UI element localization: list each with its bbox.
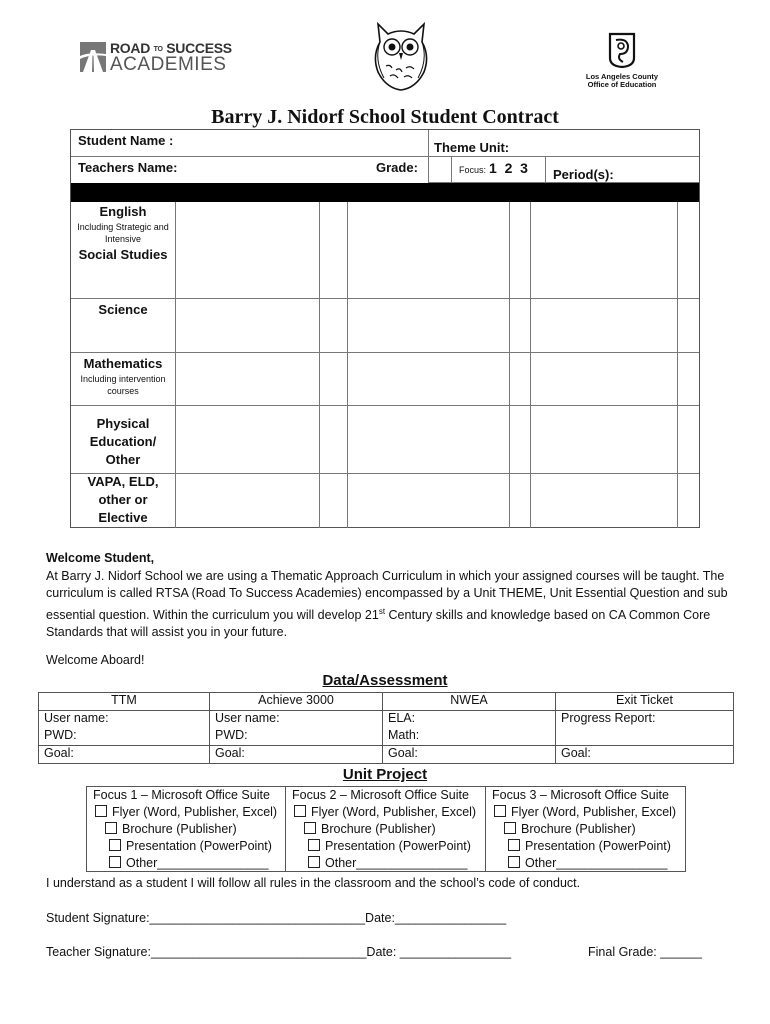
focus-2-box — [285, 786, 486, 872]
checkbox-icon[interactable] — [508, 839, 520, 851]
ttm-pwd[interactable]: PWD: — [39, 728, 210, 746]
lacoe-line1: Los Angeles County — [585, 72, 659, 81]
rts-to-text: TO — [153, 45, 163, 53]
owl-icon — [370, 20, 432, 92]
checkbox-icon[interactable] — [294, 805, 306, 817]
focus-2-heading: Focus 2 – Microsoft Office Suite — [292, 788, 469, 802]
welcome-aboard: Welcome Aboard! — [46, 653, 145, 667]
checkbox-icon[interactable] — [308, 839, 320, 851]
checkbox-icon[interactable] — [508, 856, 520, 868]
checkbox-icon[interactable] — [109, 839, 121, 851]
student-name-field[interactable]: Student Name : — [78, 133, 174, 148]
county-seal-icon — [607, 32, 637, 68]
checkbox-icon[interactable] — [95, 805, 107, 817]
focus-1-heading: Focus 1 – Microsoft Office Suite — [93, 788, 270, 802]
focus-1-box — [86, 786, 286, 872]
focus-3-other[interactable]: Other________________ — [492, 855, 679, 872]
focus-2-brochure[interactable]: Brochure (Publisher) — [292, 821, 479, 838]
nwea-ela[interactable]: ELA: — [383, 711, 556, 729]
exit-blank[interactable] — [556, 728, 734, 746]
subject-english: English Including Strategic and Intensive — [71, 203, 175, 245]
focus-1-other[interactable]: Other________________ — [93, 855, 279, 872]
achieve-username[interactable]: User name: — [210, 711, 383, 729]
theme-unit-field[interactable]: Theme Unit: — [434, 140, 510, 155]
focus-1-brochure[interactable]: Brochure (Publisher) — [93, 821, 279, 838]
final-grade-field[interactable]: Final Grade: ______ — [588, 945, 702, 959]
subject-social-studies: Social Studies — [78, 247, 168, 262]
periods-field[interactable]: Period(s): — [553, 167, 614, 182]
focus-1-presentation[interactable]: Presentation (PowerPoint) — [93, 838, 279, 855]
focus-2-flyer[interactable]: Flyer (Word, Publisher, Excel) — [292, 804, 479, 821]
focus-3-presentation[interactable]: Presentation (PowerPoint) — [492, 838, 679, 855]
subject-vapa-elective: VAPA, ELD, other or Elective — [87, 474, 159, 525]
welcome-sup: st — [378, 606, 386, 616]
teachers-name-field[interactable]: Teachers Name: — [78, 160, 178, 175]
data-assessment-title: Data/Assessment — [322, 672, 448, 689]
subject-science: Science — [98, 302, 148, 317]
checkbox-icon[interactable] — [494, 805, 506, 817]
table-row — [39, 711, 734, 729]
welcome-paragraph-end: Century skills and knowledge based on CA Common Core Standards that will assist you in your future. — [46, 607, 711, 640]
rts-road-text: ROAD — [110, 40, 151, 56]
exit-progress-report[interactable]: Progress Report: — [556, 711, 734, 729]
nwea-math[interactable]: Math: — [383, 728, 556, 746]
subject-english-note: Including Strategic and Intensive — [77, 222, 169, 244]
focus-1-flyer[interactable]: Flyer (Word, Publisher, Excel) — [93, 804, 279, 821]
code-of-conduct-statement: I understand as a student I will follow all rules in the classroom and the school’s code of conduct. — [46, 876, 581, 890]
ttm-username[interactable]: User name: — [39, 711, 210, 729]
rts-success-text: SUCCESS — [166, 40, 232, 56]
achieve-pwd[interactable]: PWD: — [210, 728, 383, 746]
header-achieve-3000: Achieve 3000 — [210, 693, 383, 711]
focus-2-other[interactable]: Other________________ — [292, 855, 479, 872]
header-exit-ticket: Exit Ticket — [556, 693, 734, 711]
grade-field[interactable]: Grade: — [376, 160, 418, 175]
header-divider-bar — [71, 183, 699, 202]
focus-3-heading: Focus 3 – Microsoft Office Suite — [492, 788, 669, 802]
checkbox-icon[interactable] — [304, 822, 316, 834]
teacher-signature-line[interactable]: Teacher Signature:_______________________________Date: ________________ — [46, 945, 512, 959]
nwea-goal[interactable]: Goal: — [383, 746, 556, 764]
road-to-success-logo — [80, 40, 230, 76]
welcome-paragraph: At Barry J. Nidorf School we are using a Thematic Approach Curriculum in which your assigned courses will be taught. The curriculum is called RTSA (Road To Success Academies) encompassed by a Unit THEME, Unit Essential Question and sub essential question. Within the curriculum you will develop 21 — [46, 568, 728, 622]
student-signature-line[interactable]: Student Signature:_______________________________Date:________________ — [46, 911, 507, 925]
rts-academies-text: ACADEMIES — [110, 54, 227, 75]
lacoe-logo — [584, 32, 660, 92]
subject-math-note: Including intervention courses — [80, 374, 166, 396]
ttm-goal[interactable]: Goal: — [39, 746, 210, 764]
checkbox-icon[interactable] — [504, 822, 516, 834]
checkbox-icon[interactable] — [308, 856, 320, 868]
focus-3-box — [485, 786, 686, 872]
header-nwea: NWEA — [383, 693, 556, 711]
focus-options[interactable]: 1 2 3 — [489, 160, 528, 176]
student-contract-table — [70, 129, 700, 528]
welcome-message — [46, 550, 736, 642]
achieve-goal[interactable]: Goal: — [210, 746, 383, 764]
table-header-row — [39, 693, 734, 711]
road-icon — [80, 42, 106, 72]
unit-project-title: Unit Project — [342, 766, 428, 783]
lacoe-line2: Office of Education — [587, 80, 657, 89]
checkbox-icon[interactable] — [105, 822, 117, 834]
data-assessment-table — [38, 692, 734, 764]
header-ttm: TTM — [39, 693, 210, 711]
subject-mathematics: Mathematics Including intervention courses — [71, 355, 175, 397]
focus-3-flyer[interactable]: Flyer (Word, Publisher, Excel) — [492, 804, 679, 821]
welcome-heading: Welcome Student, — [46, 551, 155, 565]
table-row — [39, 728, 734, 746]
focus-3-brochure[interactable]: Brochure (Publisher) — [492, 821, 679, 838]
exit-goal[interactable]: Goal: — [556, 746, 734, 764]
checkbox-icon[interactable] — [109, 856, 121, 868]
subject-physical-education: Physical Education/ Other — [89, 416, 157, 467]
focus-2-presentation[interactable]: Presentation (PowerPoint) — [292, 838, 479, 855]
focus-label: Focus: — [459, 165, 487, 175]
table-row — [39, 746, 734, 764]
page-title: Barry J. Nidorf School Student Contract — [211, 106, 559, 128]
